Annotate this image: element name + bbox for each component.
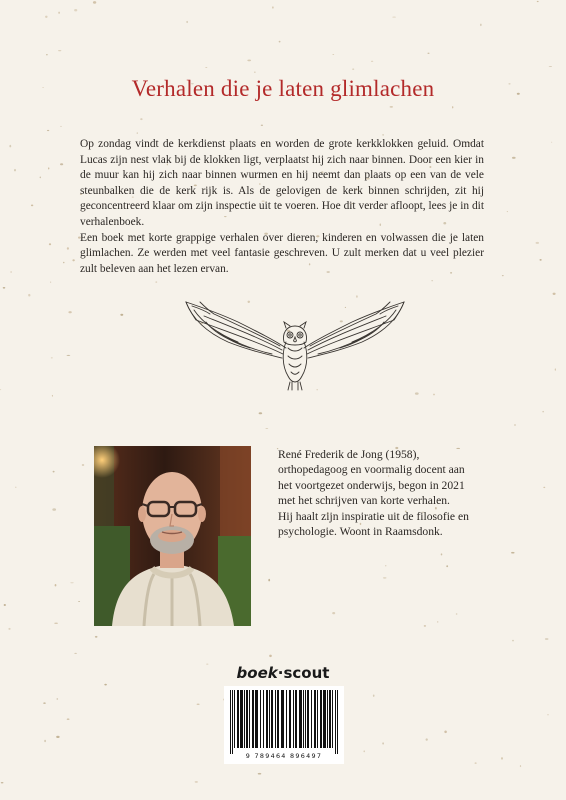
bio-paragraph-1: René Frederik de Jong (1958), orthopedagoog en voormalig docent aan het voortgezet onderwijs, begon in 2021 met het schrijven van korte verhalen. [278, 448, 465, 508]
publisher-name-part1: boek [236, 664, 278, 682]
back-cover-blurb [80, 137, 484, 277]
book-title: Verhalen die je laten glimlachen [131, 76, 435, 101]
bio-paragraph-2: Hij haalt zijn inspiratie uit de filosofie en psychologie. Woont in Raamsdonk. [278, 509, 469, 539]
publisher-name-part2: scout [283, 664, 330, 682]
publisher-separator: · [277, 664, 284, 682]
author-photo [94, 446, 251, 626]
author-bio [278, 447, 478, 539]
owl-illustration [178, 292, 412, 392]
isbn-number: 9 789464 896497 [245, 752, 323, 760]
publisher-logo [0, 664, 566, 682]
blurb-paragraph-2: Een boek met korte grappige verhalen over dieren, kinderen en volwassen die je laten glimlachen. Ze werden met veel fantasie geschreven. U zult merken dat u veel plezier zult beleven aan het lezen ervan. [80, 231, 484, 275]
blurb-paragraph-1: Op zondag vindt de kerkdienst plaats en worden de grote kerkklokken geluid. Omdat Lucas zijn nest vlak bij de klokken ligt, verplaatst hij zich naar binnen. Door een kier in de muur kan hij zich naar binnen wurmen en hij neemt dan plaats op een van de vele steunbalken die de kerk rijk is. Als de gelovigen de kerk binnen schrijden, zit hij geconcentreerd klaar om zijn inspectie uit te voeren. Hoe dit verder afloopt, lees je in dit verhalenboek. [80, 138, 484, 228]
